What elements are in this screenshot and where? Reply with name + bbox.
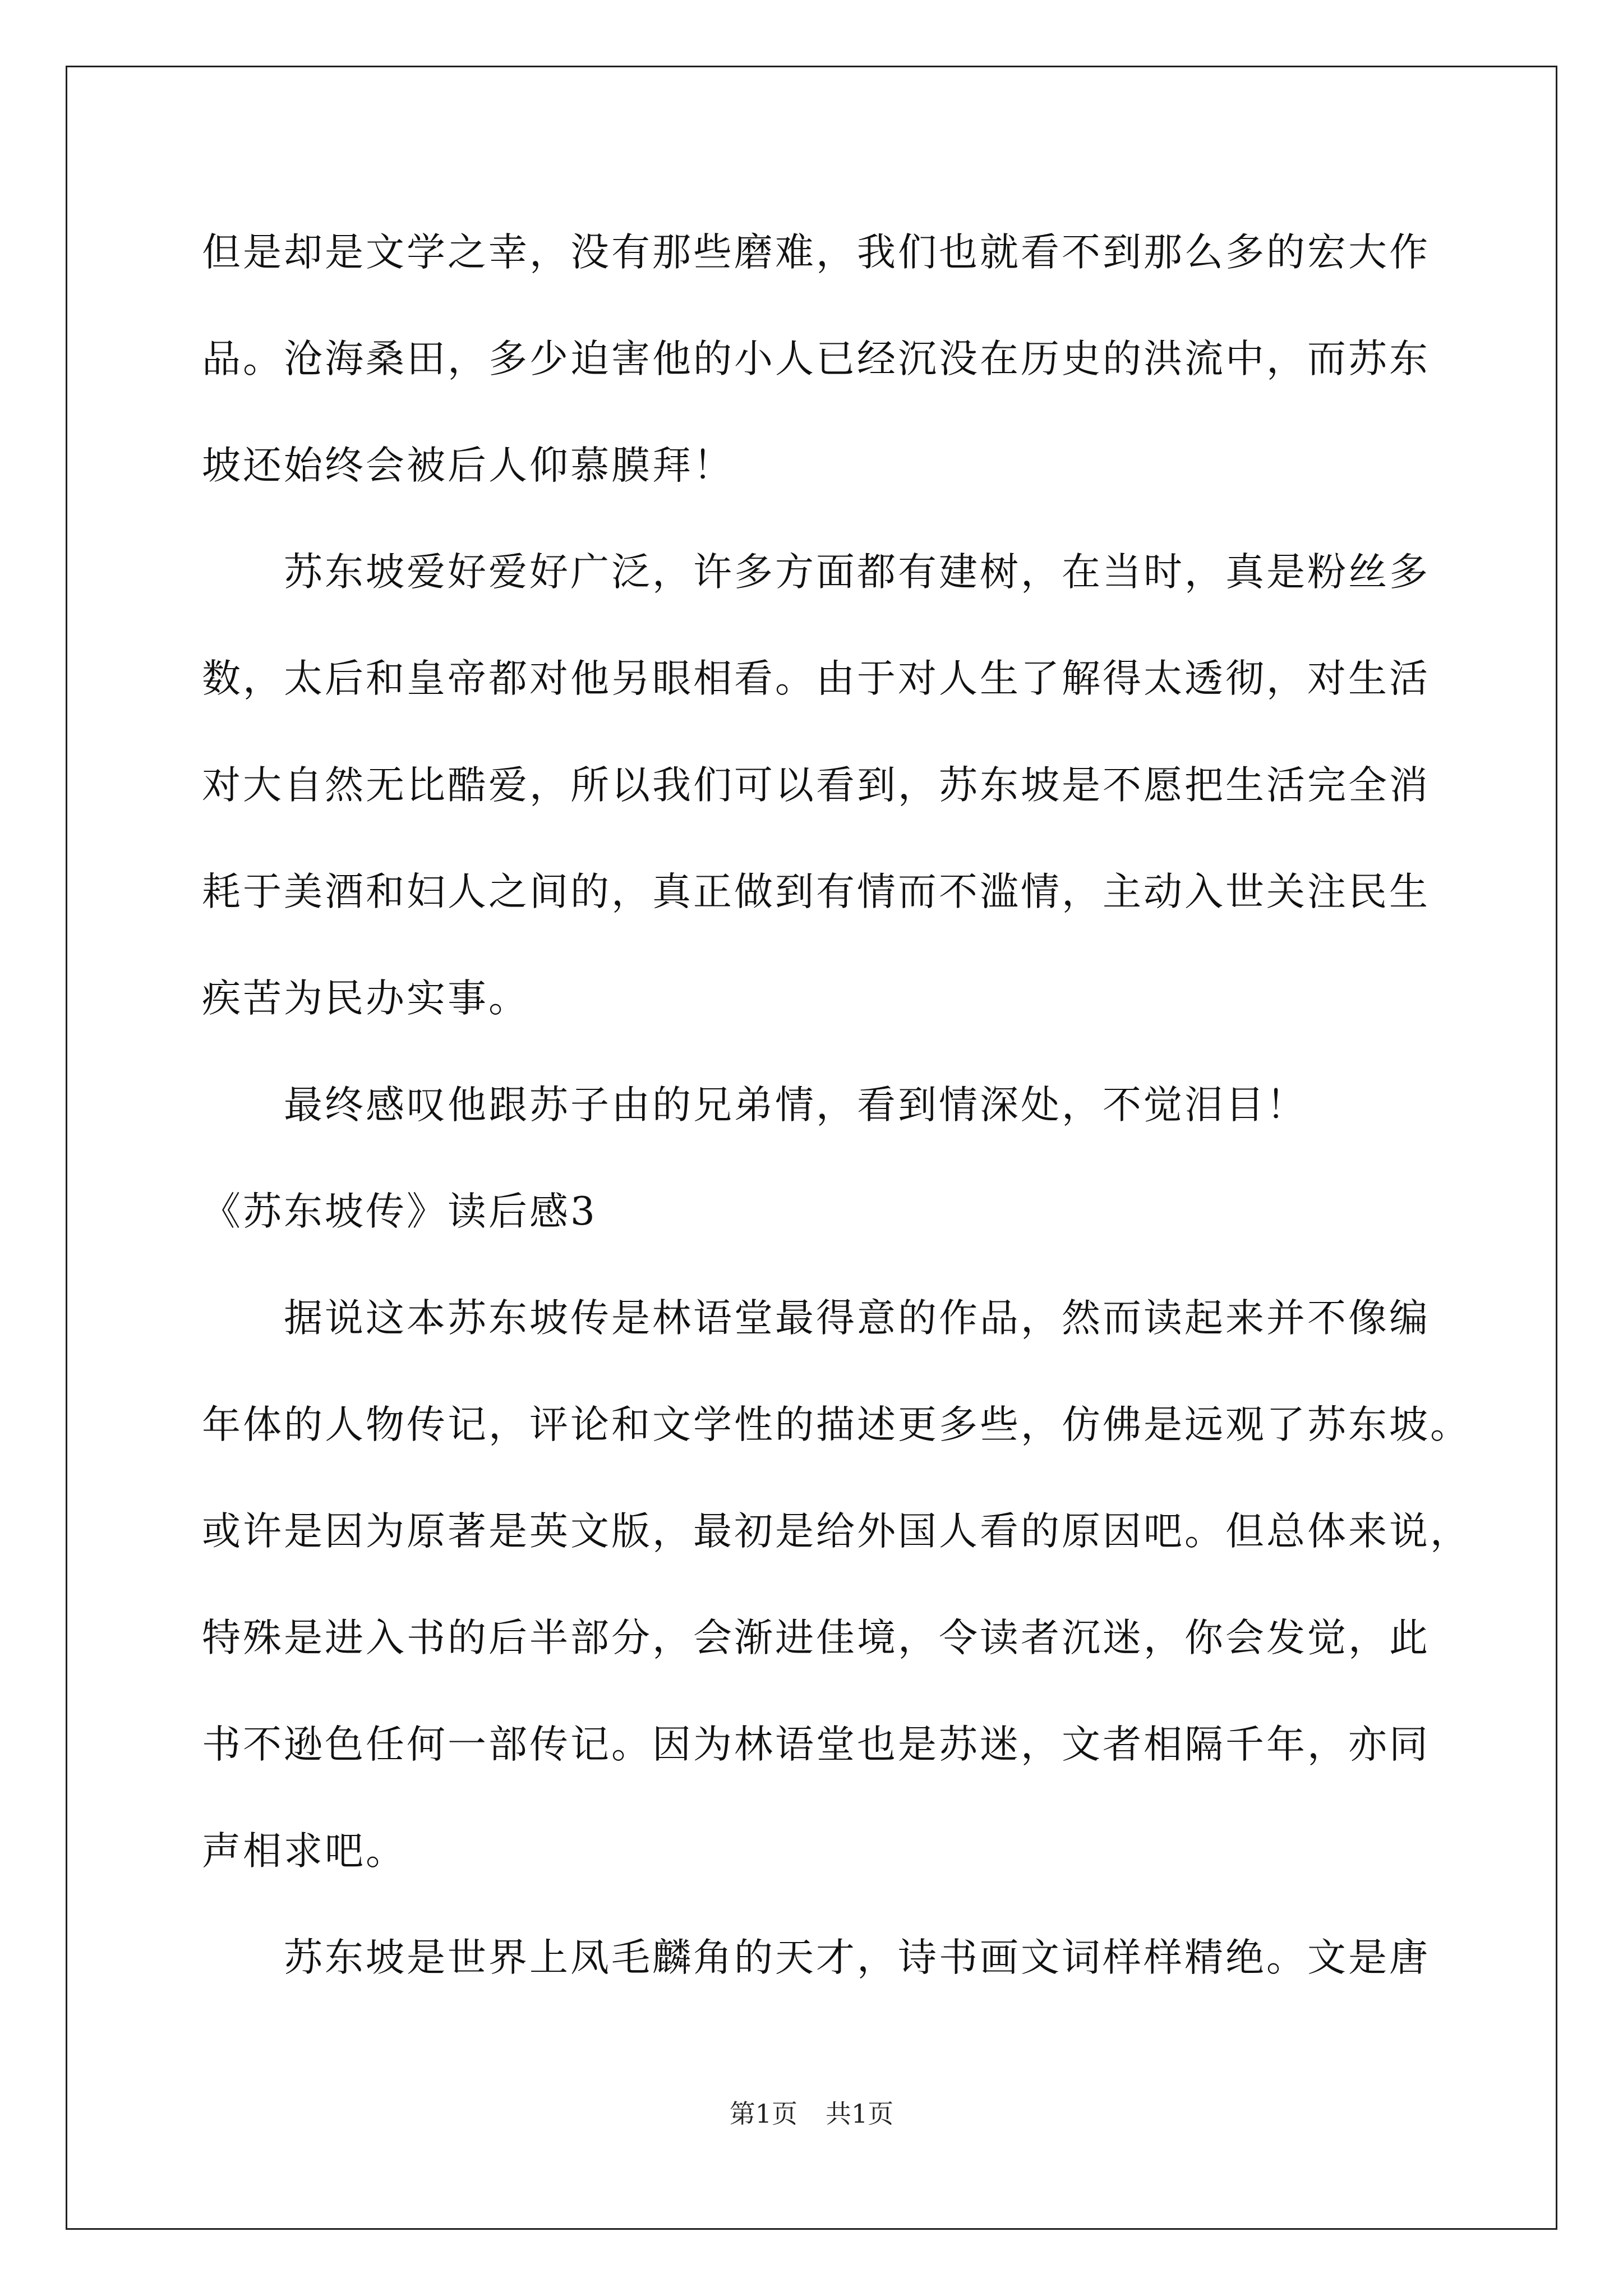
text-line: 苏东坡爱好爱好广泛，许多方面都有建树，在当时，真是粉丝多 — [202, 550, 1430, 595]
text-line: 最终感叹他跟苏子由的兄弟情，看到情深处，不觉泪目！ — [202, 1083, 1307, 1128]
section-heading: 《苏东坡传》读后感3 — [202, 1189, 597, 1234]
text-line: 特殊是进入书的后半部分，会渐进佳境，令读者沉迷，你会发觉，此 — [202, 1616, 1430, 1660]
text-line: 据说这本苏东坡传是林语堂最得意的作品，然而读起来并不像编 — [202, 1296, 1430, 1341]
page-number: 第1页 — [729, 2099, 797, 2129]
text-line: 耗于美酒和妇人之间的，真正做到有情而不滥情，主动入世关注民生 — [202, 869, 1430, 914]
text-line: 但是却是文学之幸，没有那些磨难，我们也就看不到那么多的宏大作 — [202, 230, 1430, 275]
page-footer — [0, 2097, 1623, 2131]
text-line: 声相求吧。 — [202, 1829, 407, 1874]
text-line: 数，太后和皇帝都对他另眼相看。由于对人生了解得太透彻，对生活 — [202, 656, 1430, 701]
text-line: 年体的人物传记，评论和文学性的描述更多些，仿佛是远观了苏东坡。 — [202, 1402, 1471, 1447]
text-line: 坡还始终会被后人仰慕膜拜！ — [202, 443, 734, 488]
text-line: 或许是因为原著是英文版，最初是给外国人看的原因吧。但总体来说， — [202, 1509, 1471, 1554]
text-line: 品。沧海桑田，多少迫害他的小人已经沉没在历史的洪流中，而苏东 — [202, 337, 1430, 381]
page-border — [66, 66, 1557, 2230]
text-line: 苏东坡是世界上凤毛麟角的天才，诗书画文词样样精绝。文是唐 — [202, 1935, 1430, 1980]
text-line: 书不逊色任何一部传记。因为林语堂也是苏迷，文者相隔千年，亦同 — [202, 1722, 1430, 1767]
text-line: 对大自然无比酷爱，所以我们可以看到，苏东坡是不愿把生活完全消 — [202, 763, 1430, 808]
text-line: 疾苦为民办实事。 — [202, 976, 529, 1021]
page-total: 共1页 — [826, 2099, 894, 2129]
